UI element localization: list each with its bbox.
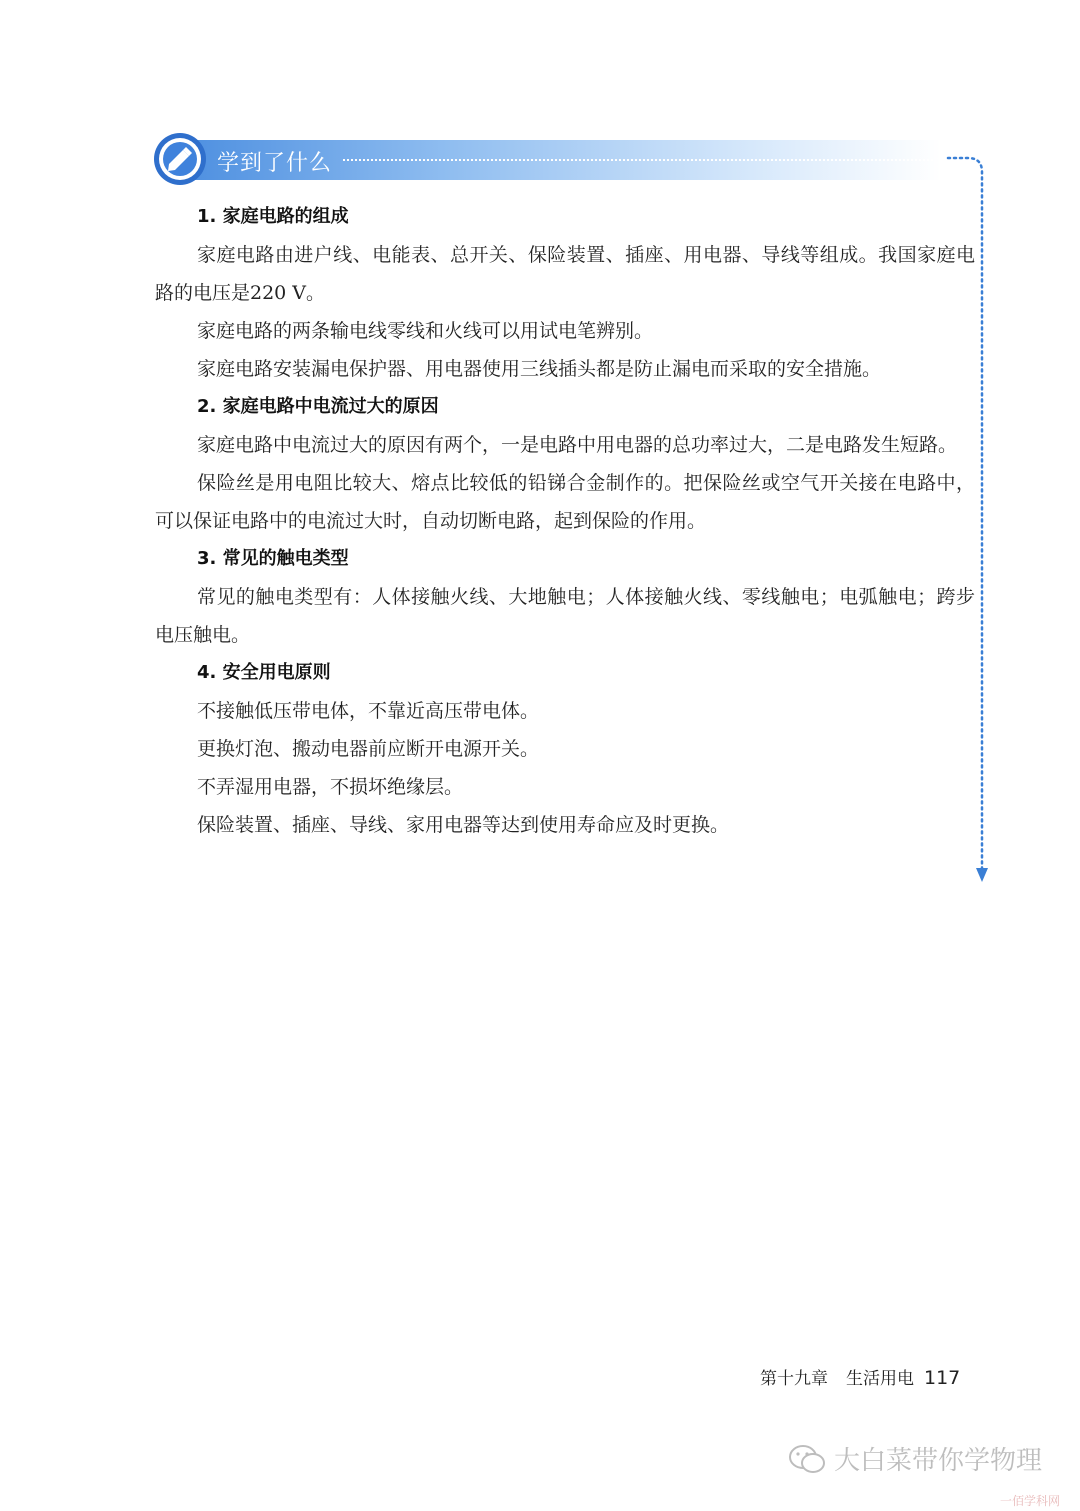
wechat-icon [788,1444,826,1474]
section-banner [153,132,943,184]
page-footer [760,1364,960,1389]
chapter-title: 生活用电 [846,1369,914,1389]
paragraph: 不接触低压带电体，不靠近高压带电体。 [197,700,540,722]
paragraph: 保险丝是用电阻比较大、熔点比较低的铅锑合金制作的。把保险丝或空气开关接在电路中，可以保证电路中的电流过大时，自动切断电路，起到保险的作用。 [155,472,975,532]
chapter-number: 第十九章 [760,1369,828,1389]
summary-content [155,198,975,844]
paragraph: 更换灯泡、搬动电器前应断开电源开关。 [197,738,540,760]
banner-dotted-line [343,159,933,161]
banner-title: 学到了什么 [217,151,333,176]
paragraph: 家庭电路安装漏电保护器、用电器使用三线插头都是防止漏电而采取的安全措施。 [197,358,882,380]
paragraph: 家庭电路由进户线、电能表、总开关、保险装置、插座、用电器、导线等组成。我国家庭电路的电压是220 V。 [155,244,975,304]
paragraph: 家庭电路的两条输电线零线和火线可以用试电笔辨别。 [197,320,654,342]
section-title: 2. 家庭电路中电流过大的原因 [197,396,439,417]
section-title: 3. 常见的触电类型 [197,548,349,569]
watermark [788,1440,1042,1477]
section-title: 1. 家庭电路的组成 [197,206,349,227]
watermark-small-text: 一佰学科网 [1000,1494,1061,1508]
paragraph: 不弄湿用电器，不损坏绝缘层。 [197,776,464,798]
section-title: 4. 安全用电原则 [197,662,331,683]
paragraph: 常见的触电类型有：人体接触火线、大地触电；人体接触火线、零线触电；电弧触电；跨步电压触电。 [155,586,975,646]
pencil-icon [153,132,207,186]
paragraph: 保险装置、插座、导线、家用电器等达到使用寿命应及时更换。 [197,814,730,836]
paragraph: 家庭电路中电流过大的原因有两个，一是电路中用电器的总功率过大，二是电路发生短路。 [197,434,958,456]
watermark-text: 大白菜带你学物理 [834,1446,1043,1476]
page-number: 117 [924,1367,961,1389]
